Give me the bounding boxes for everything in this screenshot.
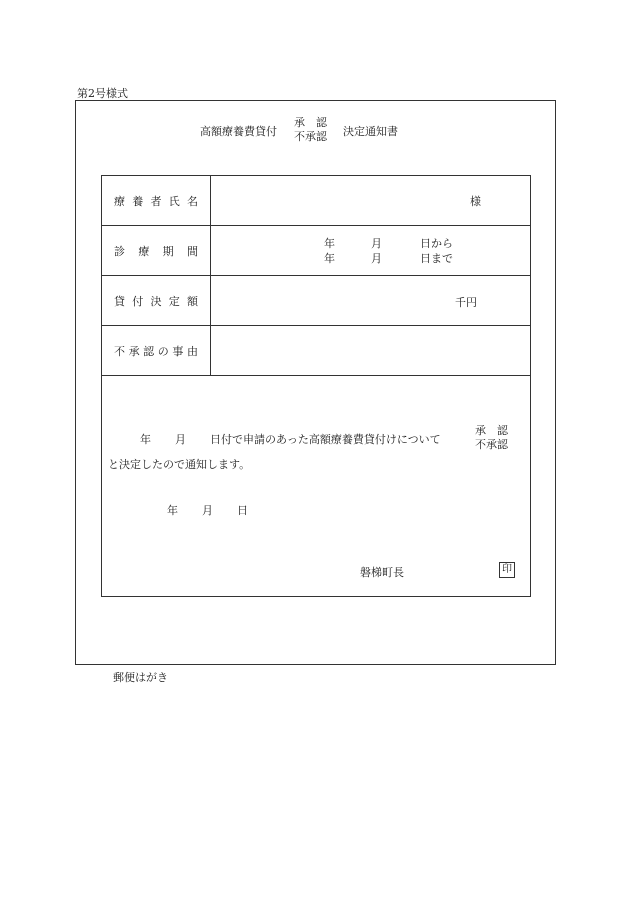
- notice-disapprove: 不承認: [475, 438, 508, 451]
- period-from-year: 年: [324, 237, 335, 250]
- period-to-month: 月: [371, 252, 382, 265]
- period-month-column: [371, 236, 382, 266]
- period-year-column: [324, 236, 335, 266]
- table-row-divider: [101, 225, 531, 226]
- notice-year: 年: [140, 433, 151, 446]
- title-approve: 承 認: [294, 116, 327, 129]
- table-row-divider: [101, 275, 531, 276]
- title-approval-options: [294, 116, 327, 144]
- title-suffix: 決定通知書: [343, 125, 398, 138]
- title-prefix: 高額療養費貸付: [200, 125, 277, 138]
- form-number: 第2号様式: [77, 87, 128, 100]
- notice-approve: 承 認: [475, 424, 508, 437]
- period-from-day: 日から: [420, 237, 453, 250]
- notice-table: [101, 175, 531, 597]
- row-label-disapproval-reason: 不承認の事由: [114, 345, 198, 358]
- period-day-column: [420, 236, 453, 266]
- period-to-day: 日まで: [420, 252, 453, 265]
- notice-text: 日付で申請のあった高額療養費貸付けについて: [210, 433, 441, 446]
- loan-amount-unit: 千円: [455, 296, 477, 309]
- row-label-loan-amount: 貸付決定額: [114, 295, 198, 308]
- period-to-year: 年: [324, 252, 335, 265]
- seal-mark: 印: [499, 562, 515, 578]
- issue-month: 月: [202, 504, 213, 517]
- signer-title: 磐梯町長: [360, 566, 404, 579]
- patient-honorific: 様: [470, 195, 481, 208]
- table-row-divider: [101, 375, 531, 376]
- notice-month: 月: [175, 433, 186, 446]
- issue-year: 年: [167, 504, 178, 517]
- table-row-divider: [101, 325, 531, 326]
- issue-date: [167, 502, 248, 518]
- postcard-label: 郵便はがき: [113, 671, 168, 684]
- title-disapprove: 不承認: [294, 130, 327, 143]
- notice-sentence-end: と決定したので通知します。: [108, 458, 251, 471]
- table-column-divider: [210, 175, 211, 375]
- notice-approval-options: [475, 424, 508, 452]
- row-label-patient-name: 療養者氏名: [114, 195, 198, 208]
- row-label-treatment-period: 診療期間: [114, 245, 198, 258]
- notice-sentence: [140, 431, 441, 447]
- issue-day: 日: [237, 504, 248, 517]
- period-from-month: 月: [371, 237, 382, 250]
